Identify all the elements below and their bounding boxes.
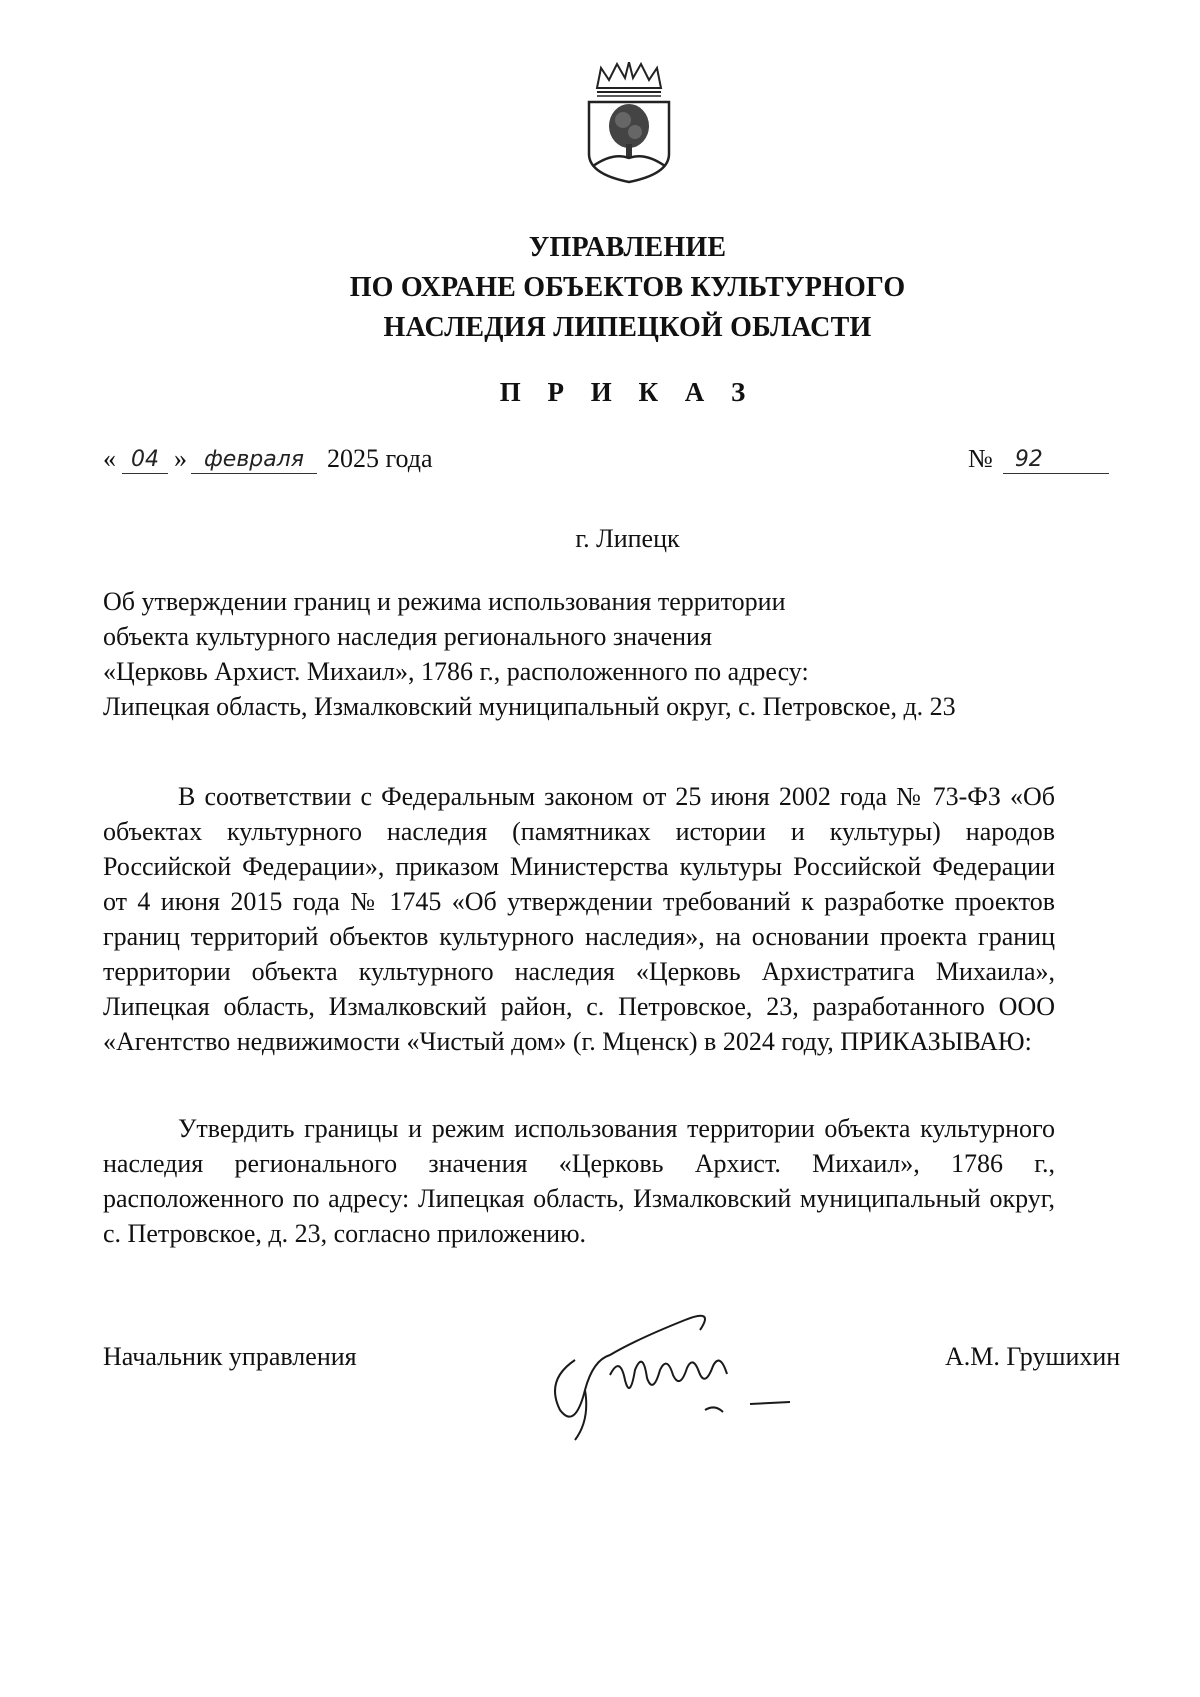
document-subject (103, 584, 1063, 724)
date-year: 2025 года (327, 444, 433, 473)
handwritten-signature-icon (515, 1300, 835, 1450)
organization-line-1: УПРАВЛЕНИЕ (528, 232, 727, 263)
document-number (968, 444, 1109, 474)
document-date (103, 444, 433, 474)
preamble-paragraph: В соответствии с Федеральным законом от 25 июня 2002 года № 73-ФЗ «Об объектах культурного наследия (памятниках истории и культуры) народов Российской Федерации», приказом Министерства культуры Российской Федерации от 4 июня 2015 года № 1745 «Об утверждении требований к разработке проектов границ территорий объектов культурного наследия», на основании проекта границ территории объекта культурного наследия «Церковь Архистратига Михаила», Липецкая область, Измалковский район, с. Петровское, 23, разработанного ООО «Агентство недвижимости «Чистый дом» (г. Мценск) в 2024 году, ПРИКАЗЫВАЮ: (103, 782, 1055, 1056)
number-value: 92 (1003, 447, 1109, 474)
lipetsk-coat-of-arms-icon (583, 62, 675, 184)
city: г. Липецк (575, 524, 680, 553)
number-label: № (968, 444, 993, 473)
order-paragraph: Утвердить границы и режим использования территории объекта культурного наследия регионального значения «Церковь Архист. Михаил», 1786 г., расположенного по адресу: Липецкая область, Измалковский муниципальный округ, с. Петровское, д. 23, согласно приложению. (103, 1114, 1055, 1248)
subject-line: объекта культурного наследия регионального значения (103, 622, 712, 651)
organization-line-3: НАСЛЕДИЯ ЛИПЕЦКОЙ ОБЛАСТИ (383, 312, 872, 343)
date-open-quote: « (103, 444, 116, 473)
signer-name: А.М. Грушихин (945, 1342, 1121, 1371)
date-close-quote: » (174, 444, 187, 473)
document-type: П Р И К А З (499, 377, 756, 407)
subject-line: Липецкая область, Измалковский муниципальный округ, с. Петровское, д. 23 (103, 692, 956, 721)
subject-line: «Церковь Архист. Михаил», 1786 г., расположенного по адресу: (103, 657, 809, 686)
signer-title: Начальник управления (103, 1342, 357, 1371)
date-day: 04 (122, 447, 168, 474)
subject-line: Об утверждении границ и режима использования территории (103, 587, 786, 616)
organization-line-2: ПО ОХРАНЕ ОБЪЕКТОВ КУЛЬТУРНОГО (349, 272, 906, 303)
organization-name (200, 228, 1055, 348)
date-month: февраля (191, 447, 317, 474)
